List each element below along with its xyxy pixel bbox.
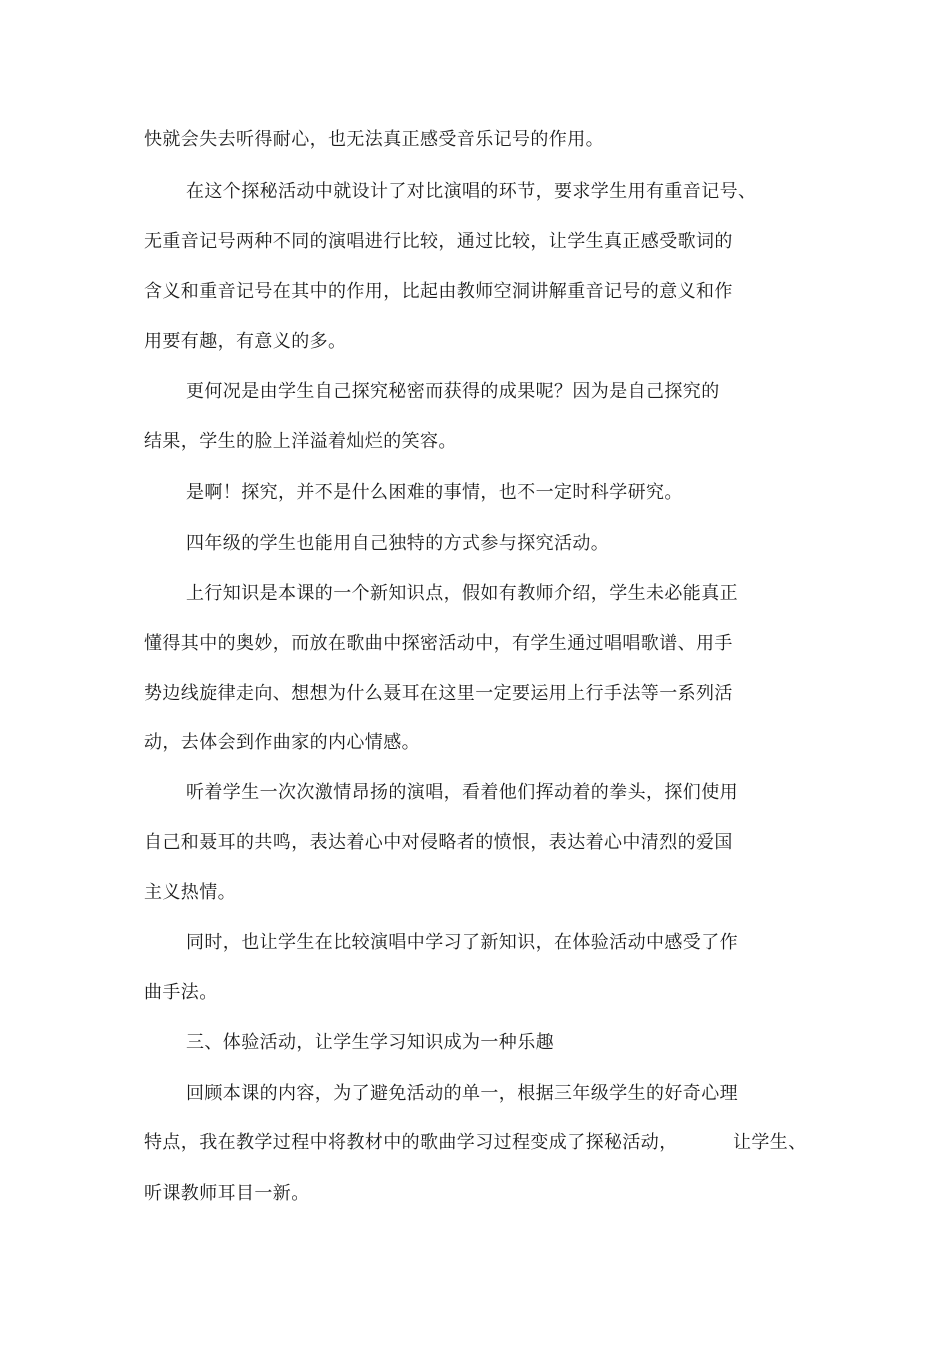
paragraph-first-line: 上行知识是本课的一个新知识点，假如有教师介绍，学生未必能真正 [186, 583, 738, 604]
text-line: 含义和重音记号在其中的作用，比起由教师空洞讲解重音记号的意义和作 [144, 281, 733, 302]
paragraph-first-line: 是啊！探究，并不是什么困难的事情，也不一定时科学研究。 [186, 482, 683, 503]
paragraph-first-line: 在这个探秘活动中就设计了对比演唱的环节，要求学生用有重音记号、 [186, 181, 757, 202]
paragraph-first-line: 四年级的学生也能用自己独特的方式参与探究活动。 [186, 533, 610, 554]
text-line: 势边线旋律走向、想想为什么聂耳在这里一定要运用上行手法等一系列活 [144, 683, 733, 704]
text-line: 主义热情。 [144, 882, 236, 903]
text-line-tail: 让学生、 [733, 1132, 807, 1153]
text-line: 自己和聂耳的共鸣，表达着心中对侵略者的愤恨，表达着心中清烈的爱国 [144, 832, 733, 853]
paragraph-first-line: 同时，也让学生在比较演唱中学习了新知识，在体验活动中感受了作 [186, 932, 738, 953]
text-line: 特点，我在教学过程中将教材中的歌曲学习过程变成了探秘活动， [144, 1132, 678, 1153]
text-line: 无重音记号两种不同的演唱进行比较，通过比较，让学生真正感受歌词的 [144, 231, 733, 252]
paragraph-first-line: 听着学生一次次激情昂扬的演唱，看着他们挥动着的拳头，探们使用 [186, 782, 738, 803]
text-line: 曲手法。 [144, 982, 218, 1003]
text-line: 懂得其中的奥妙，而放在歌曲中探密活动中，有学生通过唱唱歌谱、用手 [144, 633, 733, 654]
text-line: 动，去体会到作曲家的内心情感。 [144, 732, 420, 753]
paragraph-first-line: 更何况是由学生自己探究秘密而获得的成果呢？因为是自己探究的 [186, 381, 720, 402]
text-line: 结果，学生的脸上洋溢着灿烂的笑容。 [144, 431, 457, 452]
text-line: 听课教师耳目一新。 [144, 1183, 310, 1204]
text-line: 用要有趣，有意义的多。 [144, 331, 347, 352]
text-line: 快就会失去听得耐心，也无法真正感受音乐记号的作用。 [144, 129, 604, 150]
paragraph-first-line: 回顾本课的内容，为了避免活动的单一，根据三年级学生的好奇心理 [186, 1083, 738, 1104]
section-heading: 三、体验活动，让学生学习知识成为一种乐趣 [186, 1032, 554, 1053]
